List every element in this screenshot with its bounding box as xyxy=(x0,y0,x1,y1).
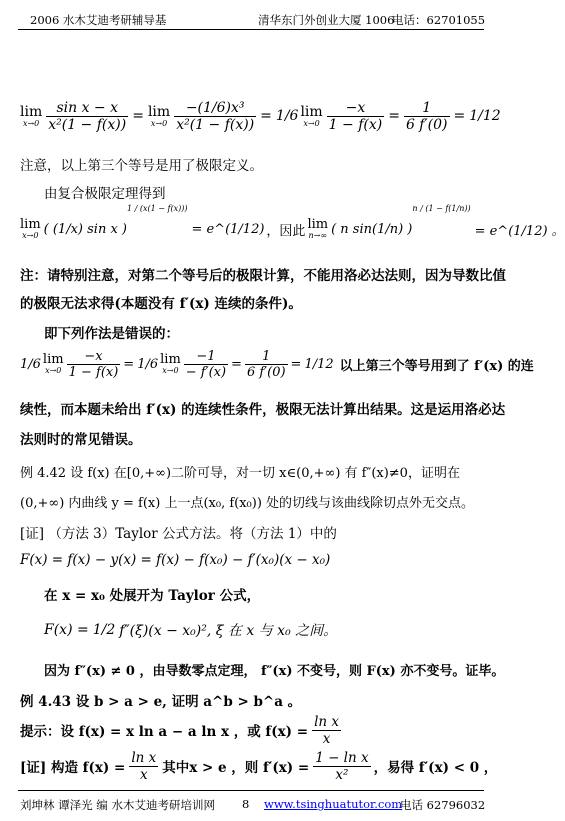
because-paragraph: 因为 f″(x) ≠ 0 ，由导数零点定理， f″(x) 不变号，则 F(x) 亦不变号。证毕。 xyxy=(44,664,505,679)
continuity-line-1: 续性，而本题未给出 f′(x) 的连续性条件，极限无法计算出结果。这是运用洛必达 xyxy=(20,402,506,418)
warning-line-1: 注：请特别注意，对第二个等号后的极限计算，不能用洛必达法则，因为导数比值 xyxy=(20,268,506,284)
header-phone: 电话：62701055 xyxy=(392,13,486,27)
wrong-method-intro: 即下列作法是错误的： xyxy=(44,326,179,342)
taylor-expansion-text: 在 x = x₀ 处展开为 Taylor 公式， xyxy=(44,588,261,604)
equation-taylor: F(x) = 1/2 f″(ξ)(x − x₀)², ξ 在 x 与 x₀ 之间。 xyxy=(44,622,338,639)
proof-construct-line: [证] 构造 f(x) = $\frac{\text{ln x}}{x}$ 其中x > e ，则 f′(x) = $\frac{\text{1 − ln x}}{\text{x²}}$ ，易得 f′(x) < 0 ， xyxy=(20,749,498,783)
example-4-42-line-1: 例 4.42 设 f(x) 在[0,+∞)二阶可导，对一切 x∈(0,+∞) 有 f″(x)≠0，证明在 xyxy=(20,466,460,481)
note-definition: 注意，以上第三个等号是用了极限定义。 xyxy=(20,158,263,174)
warning-line-2: 的极限无法求得(本题没有 f′(x) 连续的条件)。 xyxy=(20,296,302,312)
website-link[interactable]: www.tsinghuatutor.com xyxy=(264,797,403,811)
example-4-43: 例 4.43 设 b > a > e, 证明 a^b > b^a 。 xyxy=(20,694,302,710)
hint-line: 提示：设 f(x) = x ln a − a ln x ，或 f(x) = $\frac{\text{ln x}}{x}$ xyxy=(20,713,339,747)
footer-rule xyxy=(18,790,484,791)
composite-limit-text: 由复合极限定理得到 xyxy=(44,186,166,202)
footer-authors: 刘坤林 谭泽光 编 水木艾迪考研培训网 xyxy=(20,798,215,812)
header-left: 2006 水木艾迪考研辅导基 xyxy=(30,13,167,27)
equation-limit-chain: lim x→0 $\frac{\text{sin x − x}}{\text{x²(1 − f(x))}}$ = lim x→0 $\frac{\text{−(1/6)x³}}{\text{x²(1 − f(x))}}$ = 1/6 lim x→0 $\frac{-x}{1 - f(x)}$ = $\frac{1}{6 f'(0)}$ = 1/12 xyxy=(20,99,501,133)
continuity-line-2: 法则时的常见错误。 xyxy=(20,432,142,448)
header-rule xyxy=(18,29,484,30)
equation-wrong-method: 1/6 lim x→0 $\frac{-x}{1 - f(x)}$ = 1/6 lim x→0 $\frac{-1}{- f'(x)}$ = $\frac{1}{6 f'(0)}$ = 1/12 以上第三个等号用到了 f′(x) 的连 xyxy=(20,348,534,380)
example-4-42-line-2: (0,+∞) 内曲线 y = f(x) 上一点(x₀, f(x₀)) 处的切线与该曲线除切点外无交点。 xyxy=(20,496,475,511)
header-address: 清华东门外创业大厦 1006 xyxy=(258,13,395,27)
page-number: 8 xyxy=(242,797,250,811)
equation-F-definition: F(x) = f(x) − y(x) = f(x) − f(x₀) − f′(x₀)(x − x₀) xyxy=(20,552,331,568)
proof-method-3: [证] （方法 3）Taylor 公式方法。将（方法 1）中的 xyxy=(20,526,337,542)
footer-phone: 电话 62796032 xyxy=(400,798,486,812)
equation-composite-limit: lim x→0 ( (1/x) sin x ) 1 / (x(1 − f(x))) = e^(1/12) ，因此 lim n→∞ ( n sin(1/n) ) n / (1 − f(1/n)) = e^(1/12) 。 xyxy=(20,204,565,240)
